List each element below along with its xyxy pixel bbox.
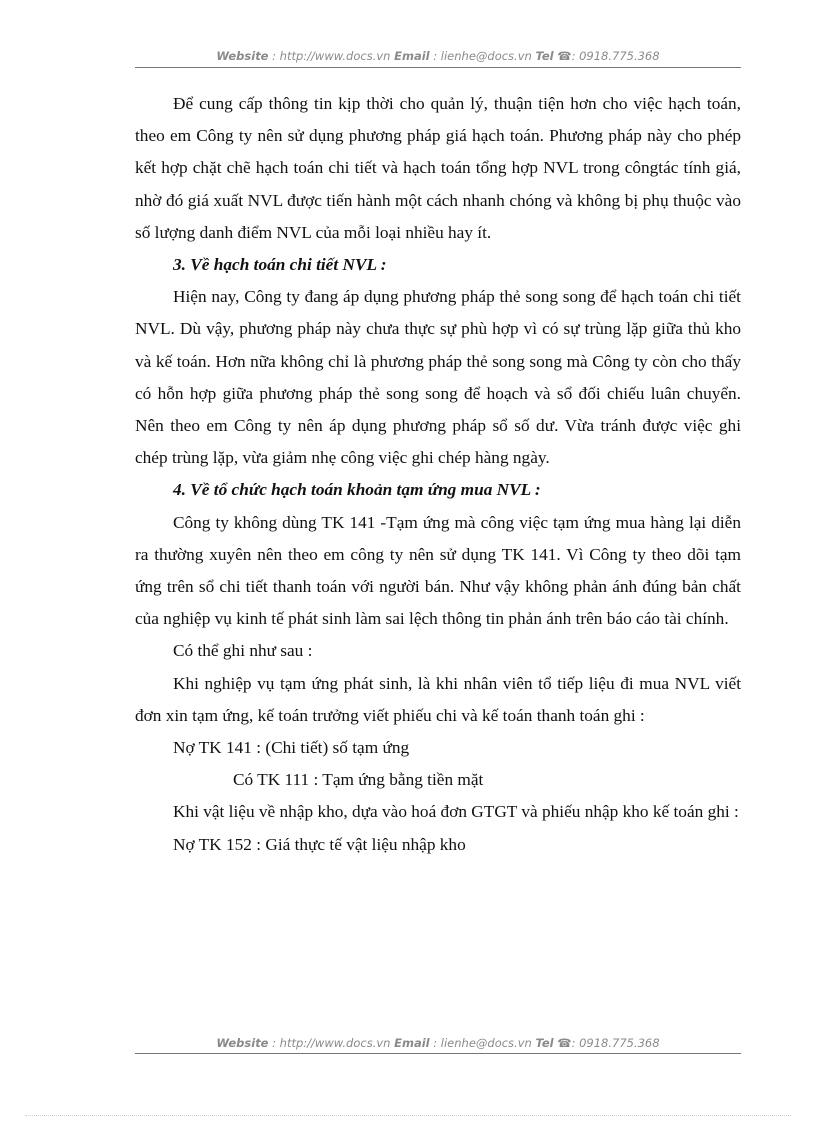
journal-entry-credit-111: Có TK 111 : Tạm ứng bằng tiền mặt xyxy=(233,770,484,790)
header-email-label: Email xyxy=(394,49,430,63)
phone-icon: ☎ xyxy=(557,49,572,63)
header-tel-label: Tel xyxy=(535,49,554,63)
footer-tel-label: Tel xyxy=(535,1036,554,1050)
paragraph-4: Có thể ghi như sau : xyxy=(173,641,313,661)
paragraph-2: Hiện nay, Công ty đang áp dụng phương pháp thẻ song song để hạch toán chi tiết NVL. Dù vậy, phương pháp này chưa thực sự phù hợp vì có sự trùng lặp giữa thủ kho và kế toán. Hơn nữa không chỉ là phương pháp thẻ song song mà Công ty còn cho thấy có hỗn hợp giữa phương pháp thẻ song song để hoạch và sổ đối chiếu luân chuyển. Nên theo em Công ty nên áp dụng phương pháp sổ số dư. Vừa tránh được việc ghi chép trùng lặp, vừa giảm nhẹ công việc ghi chép hàng ngày. xyxy=(135,287,741,468)
document-body xyxy=(135,88,741,861)
footer-email-label: Email xyxy=(394,1036,430,1050)
paragraph-1: Để cung cấp thông tin kịp thời cho quản lý, thuận tiện hơn cho việc hạch toán, theo em Công ty nên sử dụng phương pháp giá hạch toán. Phương pháp này cho phép kết hợp chặt chẽ hạch toán chi tiết và hạch toán tổng hợp NVL trong côngtác tính giá, nhờ đó giá xuất NVL được tiến hành một cách nhanh chóng và không bị phụ thuộc vào số lượng danh điểm NVL của mỗi loại nhiều hay ít. xyxy=(135,94,741,242)
header-divider xyxy=(135,67,741,68)
header-website-link[interactable]: : http://www.docs.vn xyxy=(272,49,391,63)
paragraph-3: Công ty không dùng TK 141 -Tạm ứng mà công việc tạm ứng mua hàng lại diễn ra thường xuyên nên theo em công ty nên sử dụng TK 141. Vì Công ty theo dõi tạm ứng trên sổ chi tiết thanh toán với người bán. Như vậy không phản ánh đúng bản chất của nghiệp vụ kinh tế phát sinh làm sai lệch thông tin phản ánh trên báo cáo tài chính. xyxy=(135,512,741,629)
page-footer xyxy=(135,1036,741,1050)
page-bottom-dotted-border xyxy=(25,1115,791,1116)
journal-entry-debit-152: Nợ TK 152 : Giá thực tế vật liệu nhập kho xyxy=(173,834,466,854)
header-email-link[interactable]: : lienhe@docs.vn xyxy=(433,49,532,63)
paragraph-6: Khi vật liệu về nhập kho, dựa vào hoá đơn GTGT và phiếu nhập kho kế toán ghi : xyxy=(173,802,739,822)
footer-website-link[interactable]: : http://www.docs.vn xyxy=(272,1036,391,1050)
phone-icon: ☎ xyxy=(557,1036,572,1050)
footer-divider xyxy=(135,1053,741,1054)
page-header xyxy=(135,49,741,63)
header-tel-value: : 0918.775.368 xyxy=(571,49,660,63)
journal-entry-debit-141: Nợ TK 141 : (Chi tiết) số tạm ứng xyxy=(173,738,410,758)
footer-email-link[interactable]: : lienhe@docs.vn xyxy=(433,1036,532,1050)
footer-tel-value: : 0918.775.368 xyxy=(571,1036,660,1050)
footer-website-label: Website xyxy=(216,1036,269,1050)
header-website-label: Website xyxy=(216,49,269,63)
paragraph-5: Khi nghiệp vụ tạm ứng phát sinh, là khi nhân viên tổ tiếp liệu đi mua NVL viết đơn xin tạm ứng, kế toán trưởng viết phiếu chi và kế toán thanh toán ghi : xyxy=(135,673,741,725)
section-heading-4: 4. Về tổ chức hạch toán khoản tạm ứng mua NVL : xyxy=(173,480,541,500)
section-heading-3: 3. Về hạch toán chi tiết NVL : xyxy=(173,255,387,275)
